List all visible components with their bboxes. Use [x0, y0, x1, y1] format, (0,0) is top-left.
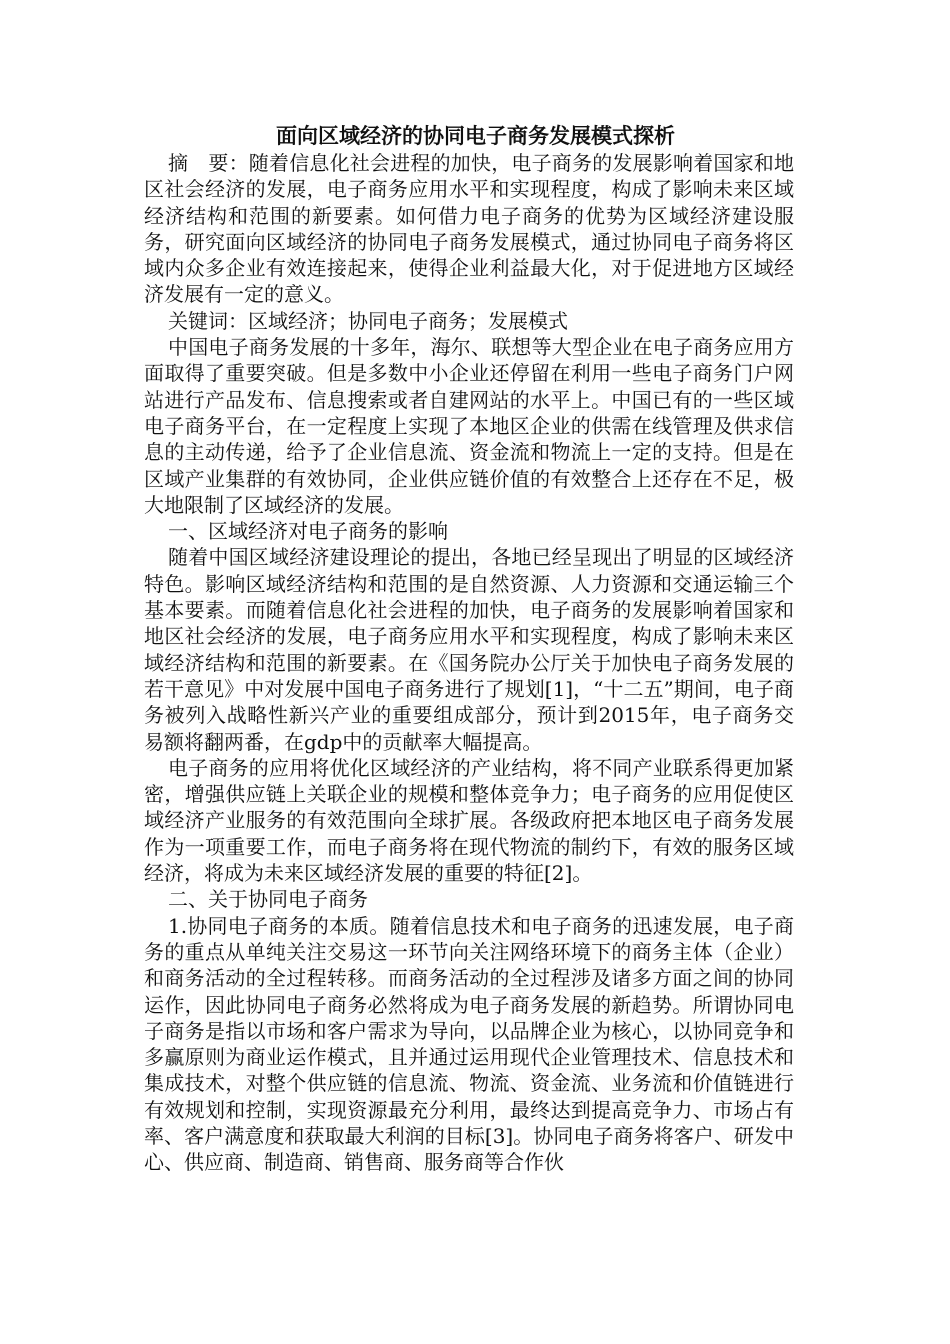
document-page: [144, 122, 794, 1176]
section2-paragraph-1: 1.协同电子商务的本质。随着信息技术和电子商务的迅速发展，电子商务的重点从单纯关注交易这一环节向关注网络环境下的商务主体（企业）和商务活动的全过程转移。而商务活动的全过程涉及诸多方面之间的协同运作，因此协同电子商务必然将成为电子商务发展的新趋势。所谓协同电子商务是指以市场和客户需求为导向，以品牌企业为核心，以协同竞争和多赢原则为商业运作模式，且并通过运用现代企业管理技术、信息技术和集成技术，对整个供应链的信息流、物流、资金流、业务流和价值链进行有效规划和控制，实现资源最充分利用，最终达到提高竞争力、市场占有率、客户满意度和获取最大利润的目标[3]。协同电子商务将客户、研发中心、供应商、制造商、销售商、服务商等合作伙: [144, 913, 794, 1175]
abstract-paragraph: 摘 要：随着信息化社会进程的加快，电子商务的发展影响着国家和地区社会经济的发展，电子商务应用水平和实现程度，构成了影响未来区域经济结构和范围的新要素。如何借力电子商务的优势为区域经济建设服务，研究面向区域经济的协同电子商务发展模式，通过协同电子商务将区域内众多企业有效连接起来，使得企业利益最大化，对于促进地方区域经济发展有一定的意义。: [144, 151, 794, 307]
section-heading-1: 一、区域经济对电子商务的影响: [168, 519, 448, 544]
section-heading-2: 二、关于协同电子商务: [168, 887, 368, 912]
section1-paragraph-2: 电子商务的应用将优化区域经济的产业结构，将不同产业联系得更加紧密，增强供应链上关联企业的规模和整体竞争力；电子商务的应用促使区域经济产业服务的有效范围向全球扩展。各级政府把本地区电子商务发展作为一项重要工作，而电子商务将在现代物流的制约下，有效的服务区域经济，将成为未来区域经济发展的重要的特征[2]。: [144, 755, 794, 886]
document-title: 面向区域经济的协同电子商务发展模式探析: [276, 124, 675, 148]
section1-paragraph-1: 随着中国区域经济建设理论的提出，各地已经呈现出了明显的区域经济特色。影响区域经济结构和范围的是自然资源、人力资源和交通运输三个基本要素。而随着信息化社会进程的加快，电子商务的发展影响着国家和地区社会经济的发展，电子商务应用水平和实现程度，构成了影响未来区域经济结构和范围的新要素。在《国务院办公厅关于加快电子商务发展的若干意见》中对发展中国电子商务进行了规划[1]，“十二五”期间，电子商务被列入战略性新兴产业的重要组成部分，预计到2015年，电子商务交易额将翻两番，在gdp中的贡献率大幅提高。: [144, 545, 794, 754]
intro-paragraph: 中国电子商务发展的十多年，海尔、联想等大型企业在电子商务应用方面取得了重要突破。但是多数中小企业还停留在利用一些电子商务门户网站进行产品发布、信息搜索或者自建网站的水平上。中国已有的一些区域电子商务平台，在一定程度上实现了本地区企业的供需在线管理及供求信息的主动传递，给予了企业信息流、资金流和物流上一定的支持。但是在区域产业集群的有效协同，企业供应链价值的有效整合上还存在不足，极大地限制了区域经济的发展。: [144, 335, 794, 517]
keywords-line: 关键词：区域经济；协同电子商务；发展模式: [168, 308, 568, 333]
